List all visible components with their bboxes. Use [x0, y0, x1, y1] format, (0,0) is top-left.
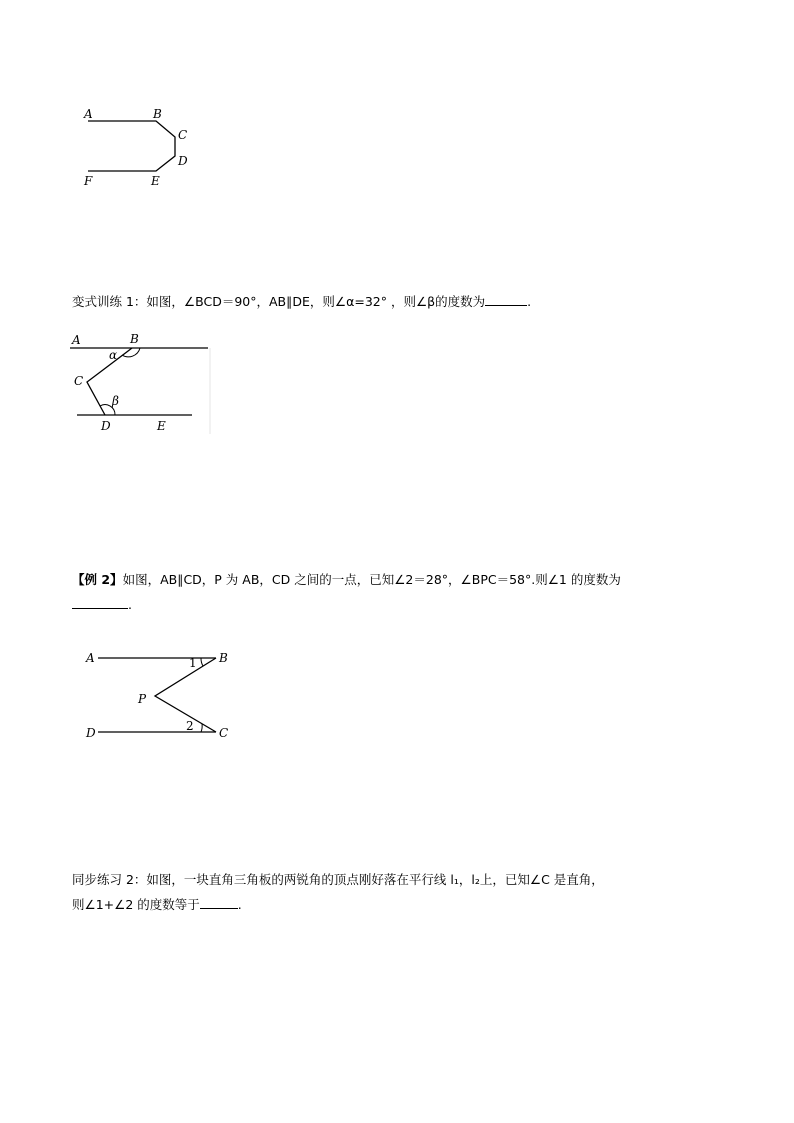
label-B: B: [153, 107, 162, 121]
practice-2-end: .: [237, 897, 242, 912]
label-F: F: [84, 174, 93, 188]
label-D: D: [101, 419, 111, 433]
example-2-end: .: [128, 597, 132, 612]
answer-blank-2[interactable]: [72, 596, 128, 609]
label-A: A: [72, 333, 81, 347]
label-E: E: [151, 174, 160, 188]
example-2-tag: 【例 2】: [72, 572, 123, 587]
alpha-symbol: α: [346, 294, 355, 309]
practice-2-line-1: [72, 872, 604, 888]
label-P: P: [138, 692, 147, 706]
label-beta: β: [112, 394, 119, 408]
answer-blank-1[interactable]: [485, 293, 527, 306]
answer-blank-3[interactable]: [200, 896, 238, 909]
figure-3-parallel-lines: [80, 646, 240, 746]
label-C: C: [178, 128, 188, 142]
problem-1-part1: 变式训练 1：如图，∠BCD＝90°，AB∥DE，则∠: [72, 294, 347, 309]
practice-2-part1: 则∠1+∠2 的度数等于: [72, 897, 200, 912]
label-angle-1: 1: [189, 656, 197, 670]
practice-2-line-2: [72, 896, 242, 913]
label-E: E: [157, 419, 166, 433]
label-angle-2: 2: [186, 719, 194, 733]
problem-1-end: .: [527, 294, 532, 309]
label-B: B: [130, 332, 139, 346]
problem-1-text: [72, 293, 531, 310]
figure-2-parallel-lines: [70, 330, 215, 436]
practice-2-question: 同步练习 2：如图，一块直角三角板的两锐角的顶点刚好落在平行线 l₁，l₂上，已知∠C 是直角，: [72, 872, 604, 887]
label-D: D: [178, 154, 188, 168]
label-C: C: [219, 726, 229, 740]
example-2-text: [72, 572, 621, 588]
label-A: A: [84, 107, 93, 121]
example-2-question: 如图，AB∥CD，P 为 AB，CD 之间的一点，已知∠2＝28°，∠BPC＝58°.则∠1 的度数为: [122, 572, 621, 587]
label-B: B: [219, 651, 228, 665]
label-D: D: [86, 726, 96, 740]
figure-1-polyline: [80, 104, 200, 194]
example-2-answer-line: [72, 596, 132, 613]
problem-1-part2: =32° ，则∠β的度数为: [354, 294, 486, 309]
label-C: C: [74, 374, 84, 388]
label-alpha: α: [109, 348, 118, 362]
label-A: A: [86, 651, 95, 665]
